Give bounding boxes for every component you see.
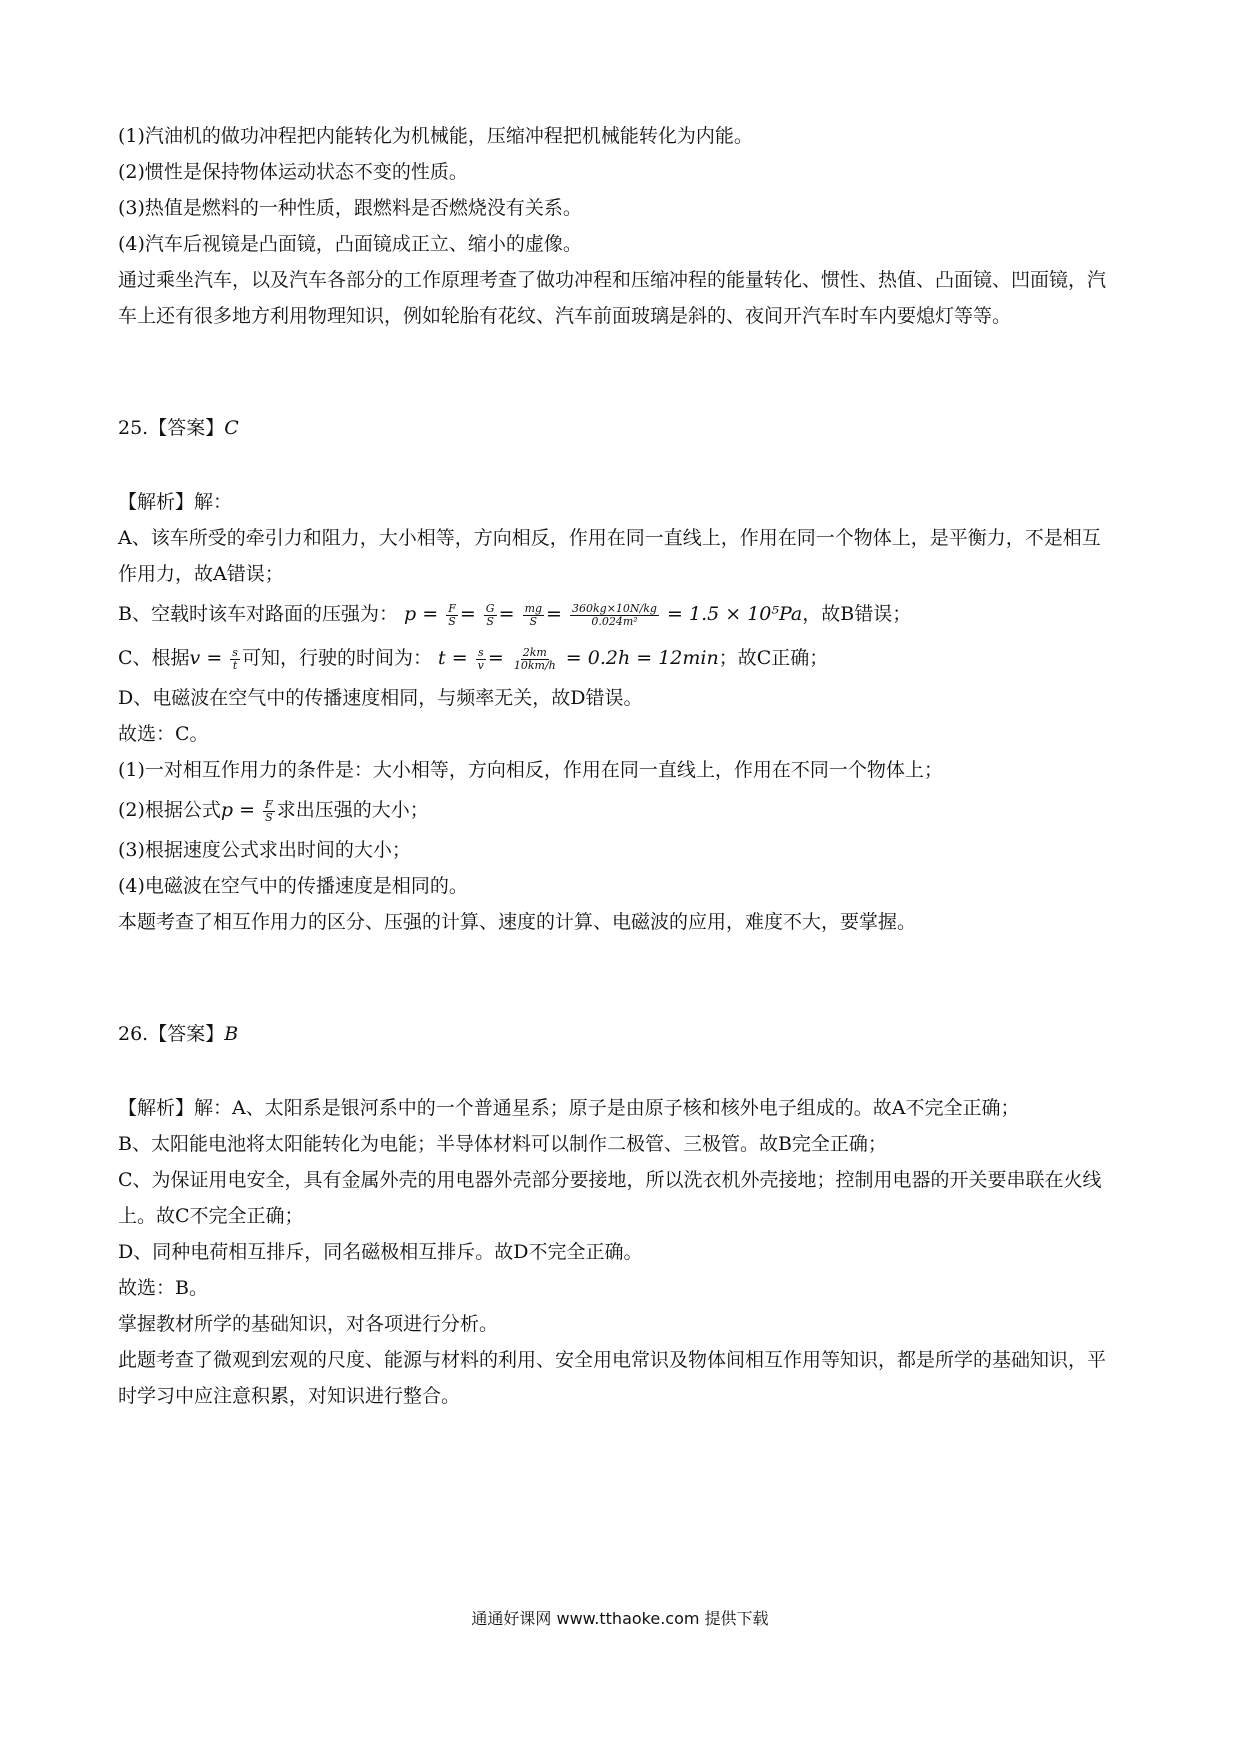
q25-point-2 — [118, 788, 1118, 832]
q25-b-frac2: $\frac{G}{S}$ — [485, 601, 495, 628]
q25-b-frac4: $\frac{360kg\times 10N/kg}{\text{0.024m²}}$ — [572, 601, 657, 628]
intro-line-2: (2)惯性是保持物体运动状态不变的性质。 — [118, 161, 468, 183]
q25-option-d: D、电磁波在空气中的传播速度相同，与频率无关，故D错误。 — [118, 687, 643, 709]
q25-c-frac3: $\frac{2km}{10km/h}$ — [513, 645, 556, 672]
q25-summary: 本题考查了相互作用力的区分、压强的计算、速度的计算、电磁波的应用，难度不大，要掌握。 — [118, 911, 917, 933]
intro-summary: 通过乘坐汽车，以及汽车各部分的工作原理考查了做功冲程和压缩冲程的能量转化、惯性、热值、凸面镜、凹面镜，汽车上还有很多地方利用物理知识，例如轮胎有花纹、汽车前面玻璃是斜的、夜间开汽车时车内要熄灯等等。 — [118, 269, 1107, 327]
intro-line-4: (4)汽车后视镜是凸面镜，凸面镜成正立、缩小的虚像。 — [118, 233, 582, 255]
q25-c-t: t = — [438, 647, 468, 669]
q25-answer-value: C — [224, 417, 239, 439]
q26-note: 掌握教材所学的基础知识，对各项进行分析。 — [118, 1313, 499, 1335]
q26-choose: 故选：B。 — [118, 1277, 208, 1299]
q26-analysis: 【解析】解：A、太阳系是银河系中的一个普通星系；原子是由原子核和核外电子组成的。故A不完全正确； — [118, 1097, 1020, 1119]
page-footer: 通通好课网 www.tthaoke.com 提供下载 — [471, 1609, 769, 1628]
q25-c-suffix: ；故C正确； — [718, 647, 829, 669]
q25-b-result: = 1.5 × 10⁵Pa — [667, 603, 803, 625]
q26-option-b: B、太阳能电池将太阳能转化为电能；半导体材料可以制作二极管、三极管。故B完全正确； — [118, 1133, 887, 1155]
q25-p2-suffix: 求出压强的大小； — [276, 799, 429, 821]
q25-c-prefix: C、根据 — [118, 647, 190, 669]
q25-analysis-label: 【解析】解： — [118, 491, 233, 513]
q25-c-frac2: $\frac{s}{v}$ — [477, 645, 484, 672]
q25-p2-frac: $\frac{F}{S}$ — [265, 797, 273, 824]
intro-line-1: (1)汽油机的做功冲程把内能转化为机械能，压缩冲程把机械能转化为内能。 — [118, 125, 753, 147]
q25-b-prefix: B、空载时该车对路面的压强为： — [118, 603, 398, 625]
q25-choose: 故选：C。 — [118, 723, 209, 745]
q26-summary: 此题考查了微观到宏观的尺度、能源与材料的利用、安全用电常识及物体间相互作用等知识，都是所学的基础知识，平时学习中应注意积累，对知识进行整合。 — [118, 1349, 1107, 1407]
document-page — [118, 118, 1118, 1414]
q25-b-p: p = — [404, 603, 439, 625]
q25-b-suffix: ，故B错误； — [802, 603, 912, 625]
q25-c-result: = 0.2h = 12min — [565, 647, 719, 669]
q25-point-4: (4)电磁波在空气中的传播速度是相同的。 — [118, 875, 468, 897]
q25-answer — [118, 410, 1118, 446]
q25-option-c: C、根据v = $\frac{s}{t}$ 可知，行驶的时间为： t = $\frac{s}{v}$ = $\frac{2km}{10km/h}$ = 0.2h = 12min；故C正确； — [118, 645, 829, 672]
q26-answer — [118, 1016, 1118, 1052]
q25-option-b: B、空载时该车对路面的压强为： p = $\frac{F}{S}$ = $\frac{G}{S}$ = $\frac{mg}{S}$ = $\frac{360kg\times 10N/kg}{\text{0.024m²}}$ = 1.5 × 10⁵Pa，故B错误； — [118, 601, 912, 628]
q25-p2-p: p = — [220, 799, 256, 821]
q26-option-d: D、同种电荷相互排斥，同名磁极相互排斥。故D不完全正确。 — [118, 1241, 643, 1263]
q25-answer-label: 25.【答案】 — [118, 417, 225, 439]
q26-answer-label: 26.【答案】 — [118, 1023, 225, 1045]
q25-c-v: v = — [189, 647, 223, 669]
q25-c-frac1: $\frac{s}{t}$ — [232, 645, 238, 672]
q25-b-frac3: $\frac{mg}{S}$ — [524, 601, 543, 628]
q25-b-frac1: $\frac{F}{S}$ — [448, 601, 456, 628]
q25-option-a: A、该车所受的牵引力和阻力，大小相等，方向相反，作用在同一直线上，作用在同一个物体上，是平衡力，不是相互作用力，故A错误； — [118, 527, 1101, 585]
q26-option-c: C、为保证用电安全，具有金属外壳的用电器外壳部分要接地，所以洗衣机外壳接地；控制用电器的开关要串联在火线上。故C不完全正确； — [118, 1169, 1102, 1227]
q25-point-1: (1)一对相互作用力的条件是：大小相等，方向相反，作用在同一直线上，作用在不同一个物体上； — [118, 759, 943, 781]
q25-p2-prefix: (2)根据公式 — [118, 799, 221, 821]
q25-point-3: (3)根据速度公式求出时间的大小； — [118, 839, 411, 861]
q26-answer-value: B — [224, 1023, 239, 1045]
q25-c-mid: 可知，行驶的时间为： — [241, 647, 432, 669]
intro-line-3: (3)热值是燃料的一种性质，跟燃料是否燃烧没有关系。 — [118, 197, 582, 219]
